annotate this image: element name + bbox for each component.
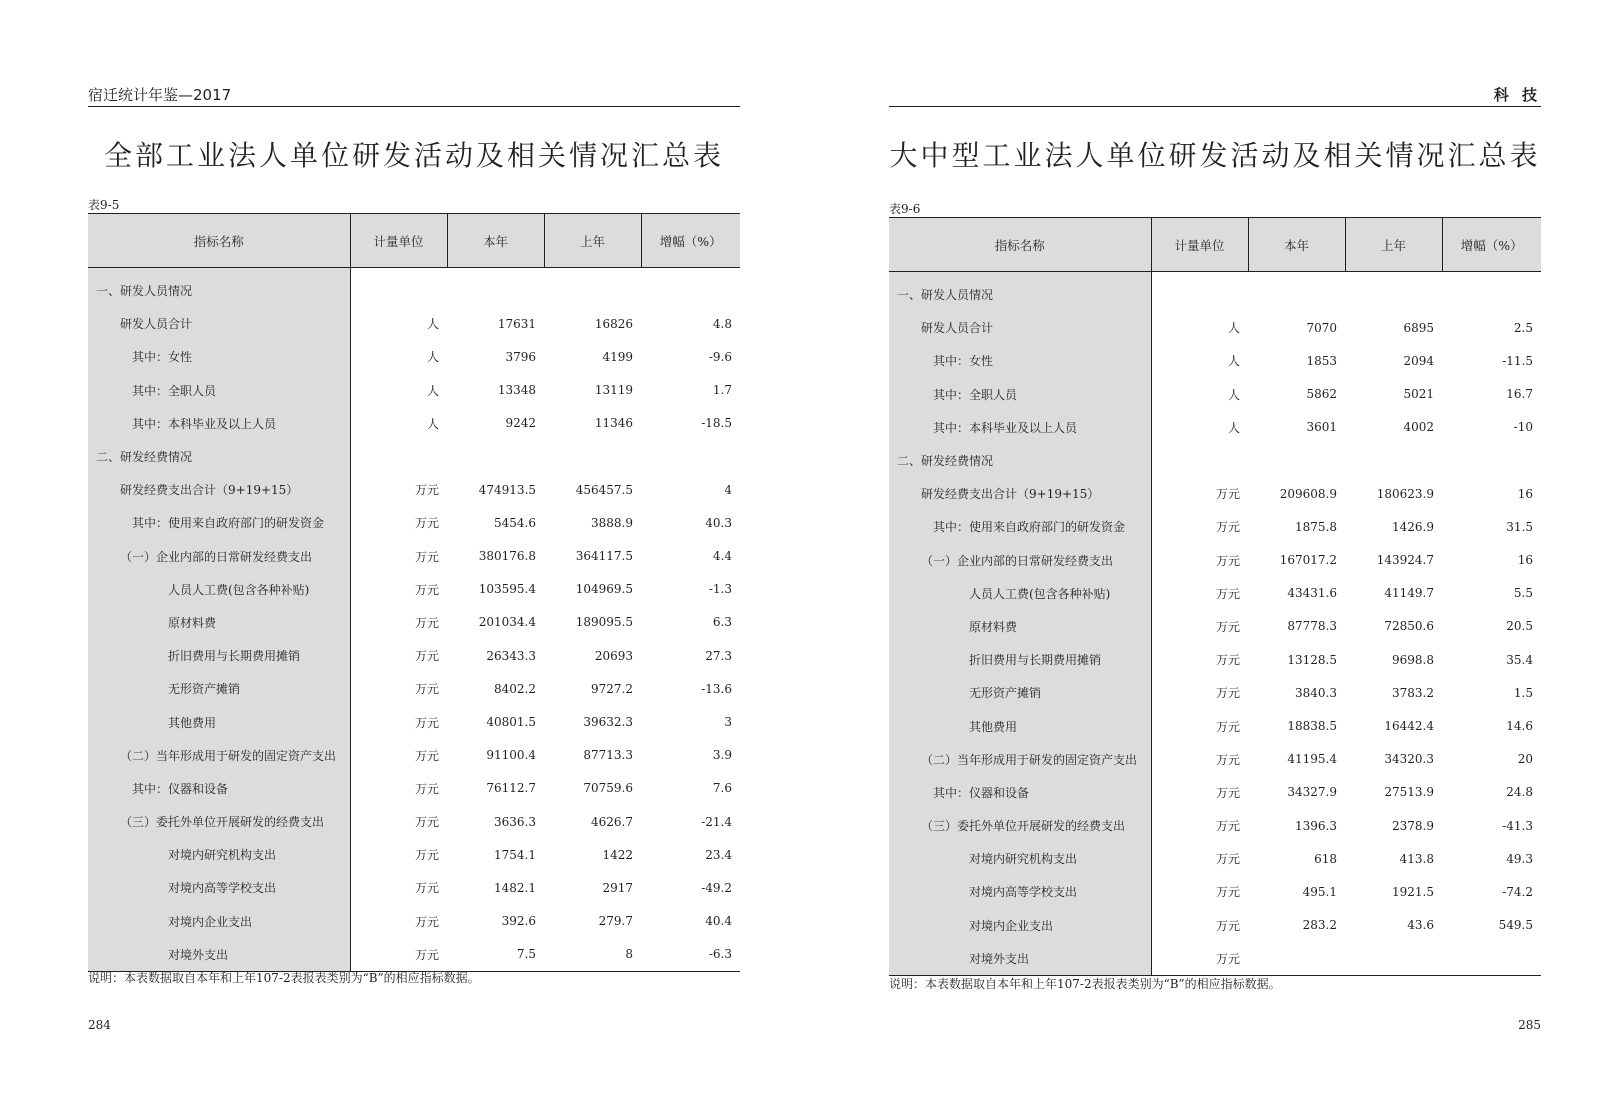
growth-cell: 5.5: [1513, 586, 1533, 601]
previous-year-cell: 41149.7: [1384, 586, 1434, 601]
table-row: [889, 577, 1541, 610]
growth-cell: [1442, 272, 1541, 312]
indicator-cell: 对境外支出: [889, 942, 1151, 976]
previous-year-cell: 189095.5: [575, 615, 633, 630]
indicator-cell: 其中：本科毕业及以上人员: [88, 407, 350, 440]
table-body: [88, 268, 740, 972]
previous-year-cell: [544, 440, 641, 473]
growth-cell: -18.5: [701, 416, 732, 431]
header-indicator: 指标名称: [88, 214, 350, 268]
header-growth: 增幅（%）: [641, 214, 740, 268]
indicator-cell: 无形资产摊销: [889, 676, 1151, 709]
unit-cell: 人: [426, 383, 439, 398]
indicator-cell: 其中：女性: [88, 340, 350, 373]
current-year-cell: 1875.8: [1295, 519, 1337, 534]
unit-cell: 万元: [1215, 619, 1240, 634]
current-year-cell: 13128.5: [1287, 652, 1337, 667]
indicator-cell: 其中：使用来自政府部门的研发资金: [88, 506, 350, 539]
unit-cell: 人: [1227, 321, 1240, 336]
previous-year-cell: 13119: [594, 383, 633, 398]
unit-cell: 万元: [1215, 852, 1240, 867]
indicator-cell: 对境内高等学校支出: [88, 871, 350, 904]
indicator-cell: 原材料费: [889, 610, 1151, 643]
header-unit: 计量单位: [1151, 218, 1248, 272]
current-year-cell: 13348: [497, 383, 536, 398]
growth-cell: -74.2: [1502, 884, 1533, 899]
header-indicator: 指标名称: [889, 218, 1151, 272]
growth-cell: 4.8: [712, 316, 732, 331]
growth-cell: 4: [724, 482, 732, 497]
previous-year-cell: 34320.3: [1384, 752, 1434, 767]
unit-cell: 万元: [1215, 487, 1240, 502]
indicator-cell: 人员人工费(包含各种补贴): [889, 577, 1151, 610]
unit-cell: 万元: [1215, 553, 1240, 568]
current-year-cell: [1248, 272, 1345, 312]
table-row: [88, 340, 740, 373]
table-row: [889, 311, 1541, 344]
current-year-cell: 3796: [505, 349, 536, 364]
previous-year-cell: 9698.8: [1392, 652, 1434, 667]
header-row: [88, 214, 740, 268]
current-year-cell: 7.5: [516, 947, 536, 962]
table-row: [889, 676, 1541, 709]
data-table: [889, 217, 1541, 976]
current-year-cell: 34327.9: [1287, 785, 1337, 800]
unit-cell: 万元: [414, 748, 439, 763]
growth-cell: [1442, 942, 1541, 976]
previous-year-cell: [1345, 272, 1442, 312]
table-row: [88, 573, 740, 606]
unit-cell: 万元: [414, 848, 439, 863]
table-row: [889, 411, 1541, 444]
indicator-cell: 其中：使用来自政府部门的研发资金: [889, 510, 1151, 543]
current-year-cell: 1754.1: [494, 847, 536, 862]
unit-cell: 万元: [1215, 686, 1240, 701]
table-row: [889, 477, 1541, 510]
current-year-cell: 392.6: [501, 914, 536, 929]
current-year-cell: 201034.4: [478, 615, 536, 630]
previous-year-cell: 2094: [1403, 353, 1434, 368]
growth-cell: 35.4: [1506, 652, 1533, 667]
previous-year-cell: 9727.2: [591, 681, 633, 696]
previous-year-cell: 1921.5: [1392, 884, 1434, 899]
table-row: [88, 639, 740, 672]
unit-cell: 万元: [1215, 752, 1240, 767]
current-year-cell: 3840.3: [1295, 685, 1337, 700]
table-row: [88, 905, 740, 938]
current-year-cell: 7070: [1306, 320, 1337, 335]
growth-cell: -10: [1513, 420, 1533, 435]
previous-year-cell: 180623.9: [1376, 486, 1434, 501]
indicator-cell: 一、研发人员情况: [88, 268, 350, 308]
current-year-cell: 91100.4: [486, 748, 536, 763]
current-year-cell: [1248, 942, 1345, 976]
table-title: 大中型工业法人单位研发活动及相关情况汇总表: [889, 139, 1541, 172]
header-unit: 计量单位: [350, 214, 447, 268]
unit-cell: 人: [426, 416, 439, 431]
previous-year-cell: 413.8: [1399, 851, 1434, 866]
indicator-cell: 对境内研究机构支出: [88, 838, 350, 871]
current-year-cell: 9242: [505, 416, 536, 431]
table-row: [889, 510, 1541, 543]
current-year-cell: 1853: [1306, 353, 1337, 368]
growth-cell: 20.5: [1506, 619, 1533, 634]
table-row: [88, 506, 740, 539]
growth-cell: [1442, 444, 1541, 477]
unit-cell: 万元: [414, 947, 439, 962]
indicator-cell: 其中：本科毕业及以上人员: [889, 411, 1151, 444]
table-row: [889, 344, 1541, 377]
previous-year-cell: 456457.5: [575, 482, 633, 497]
table-row: [88, 772, 740, 805]
indicator-cell: 对境内高等学校支出: [889, 875, 1151, 908]
growth-cell: 16: [1517, 553, 1533, 568]
table-row: [88, 440, 740, 473]
growth-cell: 24.8: [1506, 785, 1533, 800]
unit-cell: [350, 268, 447, 308]
unit-cell: 万元: [1215, 586, 1240, 601]
current-year-cell: 474913.5: [478, 482, 536, 497]
growth-cell: 2.5: [1513, 320, 1533, 335]
growth-cell: 23.4: [705, 847, 732, 862]
unit-cell: 万元: [414, 815, 439, 830]
data-table: [88, 213, 740, 972]
growth-cell: 4.4: [712, 549, 732, 564]
table-row: [88, 407, 740, 440]
unit-cell: 万元: [414, 549, 439, 564]
previous-year-cell: 3888.9: [591, 515, 633, 530]
growth-cell: 1.5: [1513, 685, 1533, 700]
growth-cell: 16.7: [1506, 387, 1533, 402]
header-current-year: 本年: [1248, 218, 1345, 272]
unit-cell: 万元: [414, 516, 439, 531]
current-year-cell: 495.1: [1302, 884, 1337, 899]
growth-cell: 6.3: [712, 615, 732, 630]
previous-year-cell: 2917: [602, 880, 633, 895]
indicator-cell: （二）当年形成用于研发的固定资产支出: [88, 739, 350, 772]
growth-cell: -21.4: [701, 814, 732, 829]
table-row: [889, 875, 1541, 908]
unit-cell: 人: [1227, 420, 1240, 435]
previous-year-cell: 364117.5: [575, 549, 633, 564]
table-row: [889, 743, 1541, 776]
indicator-cell: 其他费用: [88, 705, 350, 738]
current-year-cell: 209608.9: [1279, 486, 1337, 501]
table-row: [88, 805, 740, 838]
current-year-cell: 40801.5: [486, 715, 536, 730]
previous-year-cell: 279.7: [598, 914, 633, 929]
indicator-cell: 研发人员合计: [88, 307, 350, 340]
previous-year-cell: 11346: [594, 416, 633, 431]
current-year-cell: [1248, 444, 1345, 477]
unit-cell: 万元: [414, 682, 439, 697]
previous-year-cell: 4626.7: [591, 814, 633, 829]
previous-year-cell: 3783.2: [1392, 685, 1434, 700]
table-row: [889, 378, 1541, 411]
current-year-cell: 17631: [497, 316, 536, 331]
growth-cell: 549.5: [1498, 918, 1533, 933]
growth-cell: -9.6: [708, 349, 732, 364]
unit-cell: 人: [426, 350, 439, 365]
unit-cell: 万元: [1215, 719, 1240, 734]
indicator-cell: （三）委托外单位开展研发的经费支出: [889, 809, 1151, 842]
table-number: 表9-5: [88, 198, 120, 212]
indicator-cell: （二）当年形成用于研发的固定资产支出: [889, 743, 1151, 776]
table-row: [88, 374, 740, 407]
growth-cell: 40.4: [705, 914, 732, 929]
current-year-cell: 76112.7: [486, 781, 536, 796]
unit-cell: 万元: [414, 781, 439, 796]
current-year-cell: [447, 268, 544, 308]
running-head: 科 技: [889, 84, 1541, 107]
current-year-cell: 3601: [1306, 420, 1337, 435]
current-year-cell: 8402.2: [494, 681, 536, 696]
table-row: [88, 268, 740, 308]
growth-cell: [641, 268, 740, 308]
growth-cell: [641, 440, 740, 473]
indicator-cell: 二、研发经费情况: [88, 440, 350, 473]
previous-year-cell: 5021: [1403, 387, 1434, 402]
previous-year-cell: 20693: [594, 648, 633, 663]
growth-cell: 3.9: [712, 748, 732, 763]
previous-year-cell: 39632.3: [583, 715, 633, 730]
table-row: [88, 540, 740, 573]
growth-cell: -49.2: [701, 880, 732, 895]
indicator-cell: 人员人工费(包含各种补贴): [88, 573, 350, 606]
previous-year-cell: 2378.9: [1392, 818, 1434, 833]
indicator-cell: 其他费用: [889, 709, 1151, 742]
unit-cell: 万元: [1215, 785, 1240, 800]
growth-cell: 1.7: [712, 383, 732, 398]
growth-cell: 31.5: [1506, 519, 1533, 534]
unit-cell: 万元: [1215, 951, 1240, 966]
growth-cell: 40.3: [705, 515, 732, 530]
current-year-cell: 1396.3: [1295, 818, 1337, 833]
current-year-cell: 3636.3: [494, 814, 536, 829]
indicator-cell: 其中：全职人员: [889, 378, 1151, 411]
current-year-cell: 5454.6: [494, 515, 536, 530]
indicator-cell: （一）企业内部的日常研发经费支出: [889, 544, 1151, 577]
current-year-cell: 167017.2: [1279, 553, 1337, 568]
indicator-cell: 其中：仪器和设备: [889, 776, 1151, 809]
growth-cell: 27.3: [705, 648, 732, 663]
growth-cell: 20: [1517, 752, 1533, 767]
indicator-cell: （一）企业内部的日常研发经费支出: [88, 540, 350, 573]
page-number: 285: [1518, 1018, 1541, 1032]
table-row: [889, 444, 1541, 477]
previous-year-cell: 27513.9: [1384, 785, 1434, 800]
indicator-cell: 对境内企业支出: [889, 909, 1151, 942]
unit-cell: 万元: [414, 582, 439, 597]
unit-cell: 人: [1227, 354, 1240, 369]
table-row: [889, 610, 1541, 643]
table-note: 说明：本表数据取自本年和上年107-2表报表类别为“B”的相应指标数据。: [889, 977, 1281, 991]
indicator-cell: 其中：全职人员: [88, 374, 350, 407]
table-row: [889, 842, 1541, 875]
table-row: [889, 809, 1541, 842]
table-row: [88, 705, 740, 738]
table-row: [889, 909, 1541, 942]
previous-year-cell: 8: [625, 947, 633, 962]
table-row: [889, 709, 1541, 742]
indicator-cell: 其中：仪器和设备: [88, 772, 350, 805]
current-year-cell: 103595.4: [478, 582, 536, 597]
unit-cell: 万元: [1215, 653, 1240, 668]
table-row: [88, 606, 740, 639]
unit-cell: 万元: [414, 483, 439, 498]
running-head: 宿迁统计年鉴—2017: [88, 84, 740, 107]
unit-cell: 人: [1227, 387, 1240, 402]
unit-cell: 万元: [414, 881, 439, 896]
previous-year-cell: 16442.4: [1384, 719, 1434, 734]
unit-cell: [1151, 272, 1248, 312]
growth-cell: -41.3: [1502, 818, 1533, 833]
indicator-cell: 原材料费: [88, 606, 350, 639]
indicator-cell: 研发经费支出合计（9+19+15）: [889, 477, 1151, 510]
growth-cell: 16: [1517, 486, 1533, 501]
indicator-cell: 对境外支出: [88, 938, 350, 972]
table-row: [88, 938, 740, 972]
indicator-cell: 折旧费用与长期费用摊销: [88, 639, 350, 672]
previous-year-cell: [544, 268, 641, 308]
table-row: [88, 871, 740, 904]
current-year-cell: 5862: [1306, 387, 1337, 402]
indicator-cell: 二、研发经费情况: [889, 444, 1151, 477]
unit-cell: 万元: [1215, 520, 1240, 535]
unit-cell: 万元: [414, 649, 439, 664]
header-previous-year: 上年: [544, 214, 641, 268]
table-title: 全部工业法人单位研发活动及相关情况汇总表: [103, 139, 724, 172]
table-row: [889, 942, 1541, 976]
header-growth: 增幅（%）: [1442, 218, 1541, 272]
current-year-cell: 87778.3: [1287, 619, 1337, 634]
current-year-cell: 618: [1314, 851, 1337, 866]
table-row: [88, 473, 740, 506]
growth-cell: 7.6: [712, 781, 732, 796]
current-year-cell: [447, 440, 544, 473]
indicator-cell: （三）委托外单位开展研发的经费支出: [88, 805, 350, 838]
table-row: [889, 643, 1541, 676]
current-year-cell: 1482.1: [494, 880, 536, 895]
current-year-cell: 380176.8: [478, 549, 536, 564]
table-row: [88, 672, 740, 705]
previous-year-cell: 4199: [602, 349, 633, 364]
header-previous-year: 上年: [1345, 218, 1442, 272]
previous-year-cell: 1426.9: [1392, 519, 1434, 534]
growth-cell: -11.5: [1502, 353, 1533, 368]
previous-year-cell: 6895: [1403, 320, 1434, 335]
previous-year-cell: 104969.5: [575, 582, 633, 597]
table-row: [889, 776, 1541, 809]
unit-cell: 万元: [1215, 918, 1240, 933]
table-note: 说明：本表数据取自本年和上年107-2表报表类别为“B”的相应指标数据。: [88, 971, 480, 985]
current-year-cell: 43431.6: [1287, 586, 1337, 601]
current-year-cell: 26343.3: [486, 648, 536, 663]
header-current-year: 本年: [447, 214, 544, 268]
growth-cell: -1.3: [708, 582, 732, 597]
previous-year-cell: 43.6: [1407, 918, 1434, 933]
current-year-cell: 41195.4: [1287, 752, 1337, 767]
indicator-cell: 研发经费支出合计（9+19+15）: [88, 473, 350, 506]
unit-cell: 万元: [414, 914, 439, 929]
table-row: [88, 307, 740, 340]
previous-year-cell: 87713.3: [583, 748, 633, 763]
unit-cell: [350, 440, 447, 473]
previous-year-cell: 72850.6: [1384, 619, 1434, 634]
growth-cell: 3: [724, 715, 732, 730]
growth-cell: 14.6: [1506, 719, 1533, 734]
indicator-cell: 无形资产摊销: [88, 672, 350, 705]
growth-cell: -6.3: [708, 947, 732, 962]
indicator-cell: 对境内研究机构支出: [889, 842, 1151, 875]
unit-cell: 万元: [414, 715, 439, 730]
table-row: [889, 272, 1541, 312]
previous-year-cell: 4002: [1403, 420, 1434, 435]
unit-cell: 万元: [1215, 885, 1240, 900]
growth-cell: 49.3: [1506, 851, 1533, 866]
current-year-cell: 18838.5: [1287, 719, 1337, 734]
indicator-cell: 研发人员合计: [889, 311, 1151, 344]
header-row: [889, 218, 1541, 272]
current-year-cell: 283.2: [1302, 918, 1337, 933]
previous-year-cell: [1345, 942, 1442, 976]
table-row: [889, 544, 1541, 577]
unit-cell: 人: [426, 317, 439, 332]
indicator-cell: 一、研发人员情况: [889, 272, 1151, 312]
table-number: 表9-6: [889, 202, 921, 216]
indicator-cell: 对境内企业支出: [88, 905, 350, 938]
indicator-cell: 其中：女性: [889, 344, 1151, 377]
table-row: [88, 739, 740, 772]
table-row: [88, 838, 740, 871]
table-body: [889, 272, 1541, 976]
previous-year-cell: 143924.7: [1376, 553, 1434, 568]
growth-cell: -13.6: [701, 681, 732, 696]
unit-cell: [1151, 444, 1248, 477]
unit-cell: 万元: [1215, 819, 1240, 834]
page-number: 284: [88, 1018, 111, 1032]
unit-cell: 万元: [414, 615, 439, 630]
previous-year-cell: 1422: [602, 847, 633, 862]
previous-year-cell: [1345, 444, 1442, 477]
previous-year-cell: 70759.6: [583, 781, 633, 796]
previous-year-cell: 16826: [594, 316, 633, 331]
indicator-cell: 折旧费用与长期费用摊销: [889, 643, 1151, 676]
